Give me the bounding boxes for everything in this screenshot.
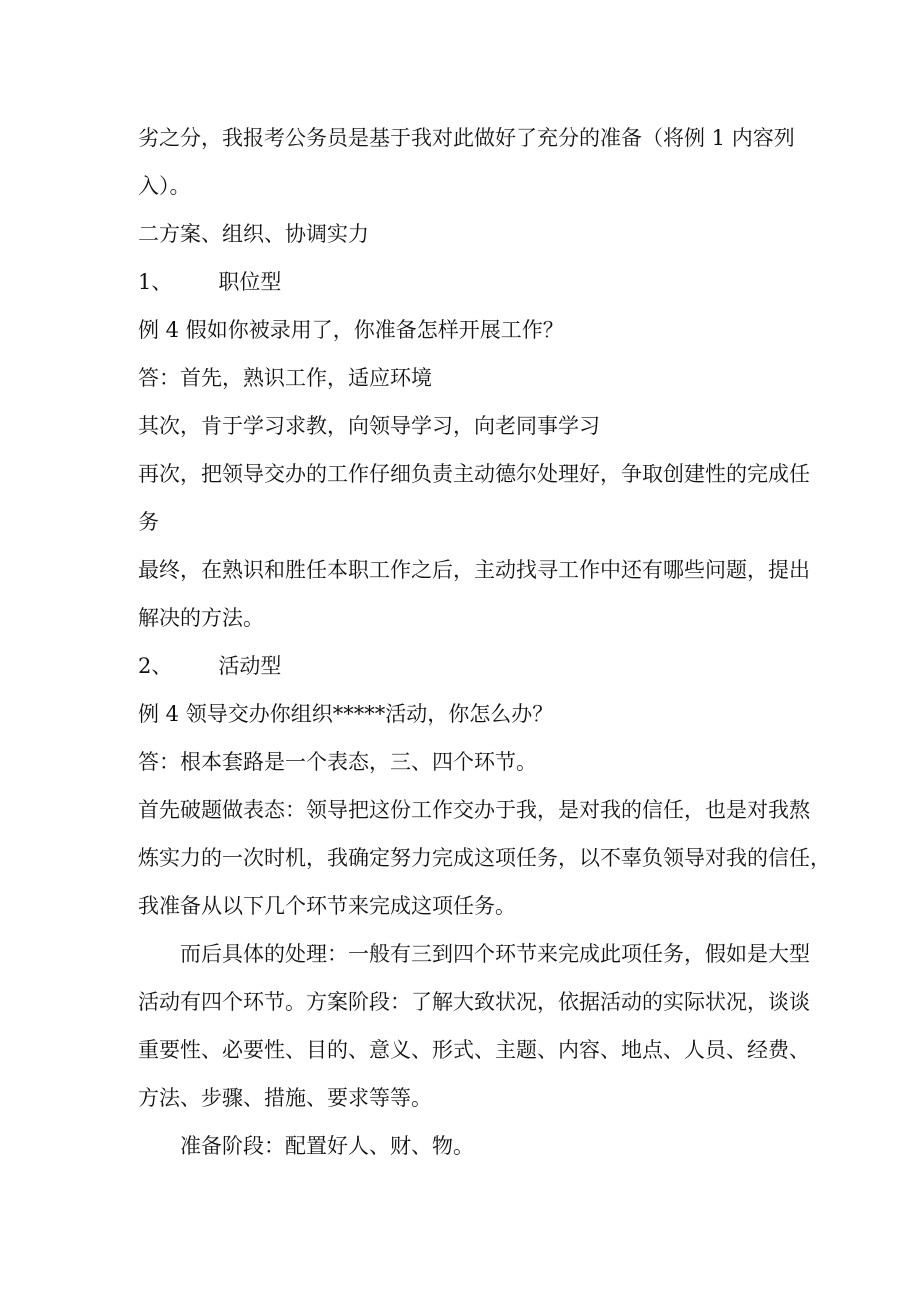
list-label: 活动型 xyxy=(218,654,282,678)
text-line: 再次，把领导交办的工作仔细负责主动德尔处理好，争取创建性的完成任 xyxy=(138,462,810,486)
text-line: 炼实力的一次时机，我确定努力完成这项任务，以不辜负领导对我的信任， xyxy=(138,846,831,870)
example-question: 例 4 领导交办你组织*****活动，你怎么办？ xyxy=(138,702,554,726)
text-line: 解决的方法。 xyxy=(138,606,264,630)
text-line: 方法、步骤、措施、要求等等。 xyxy=(138,1086,432,1110)
list-number: 1、 xyxy=(138,270,173,294)
text-line: 劣之分，我报考公务员是基于我对此做好了充分的准备（将例 1 内容列 xyxy=(138,126,795,150)
text-line: 首先破题做表态：领导把这份工作交办于我，是对我的信任，也是对我熬 xyxy=(138,798,810,822)
text-line: 最终，在熟识和胜任本职工作之后，主动找寻工作中还有哪些问题，提出 xyxy=(138,558,810,582)
subsection-heading xyxy=(138,654,281,678)
text-line: 准备阶段：配置好人、财、物。 xyxy=(180,1134,474,1158)
text-line: 我准备从以下几个环节来完成这项任务。 xyxy=(138,894,516,918)
text-line: 答：首先，熟识工作，适应环境 xyxy=(138,366,432,390)
text-line: 活动有四个环节。方案阶段：了解大致状况，依据活动的实际状况，谈谈 xyxy=(138,990,810,1014)
text-line: 而后具体的处理：一般有三到四个环节来完成此项任务，假如是大型 xyxy=(180,942,810,966)
list-number: 2、 xyxy=(138,654,173,678)
subsection-heading xyxy=(138,270,281,294)
text-line: 重要性、必要性、目的、意义、形式、主题、内容、地点、人员、经费、 xyxy=(138,1038,810,1062)
text-line: 务 xyxy=(138,510,159,534)
section-heading: 二方案、组织、协调实力 xyxy=(138,222,369,246)
list-label: 职位型 xyxy=(218,270,282,294)
text-line: 入）。 xyxy=(138,174,191,198)
example-question: 例 4 假如你被录用了，你准备怎样开展工作？ xyxy=(138,318,564,342)
text-line: 答：根本套路是一个表态，三、四个环节。 xyxy=(138,750,537,774)
text-line: 其次，肯于学习求教，向领导学习，向老同事学习 xyxy=(138,414,600,438)
